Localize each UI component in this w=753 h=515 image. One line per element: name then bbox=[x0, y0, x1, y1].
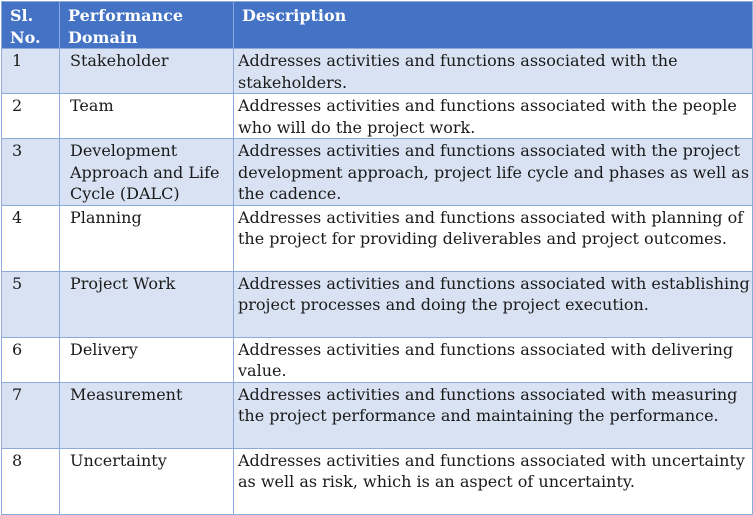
table-row bbox=[2, 382, 753, 448]
table-row bbox=[2, 139, 753, 206]
row-description: Addresses activities and functions associated with uncertainty as well as risk, which is an aspect of uncertainty. bbox=[234, 448, 753, 514]
row-number: 2 bbox=[2, 94, 60, 139]
row-description: Addresses activities and functions associated with the stakeholders. bbox=[234, 49, 753, 94]
row-number: 8 bbox=[2, 448, 60, 514]
row-description: Addresses activities and functions associated with measuring the project performance and maintaining the performance. bbox=[234, 382, 753, 448]
table-row bbox=[2, 94, 753, 139]
row-description: Addresses activities and functions associated with establishing project processes and doing the project execution. bbox=[234, 271, 753, 337]
table-row bbox=[2, 271, 753, 337]
table-row bbox=[2, 49, 753, 94]
table-header-row bbox=[2, 2, 753, 49]
row-description: Addresses activities and functions associated with planning of the project for providing deliverables and project outcomes. bbox=[234, 205, 753, 271]
row-domain: Development Approach and Life Cycle (DALC) bbox=[60, 139, 234, 206]
row-number: 3 bbox=[2, 139, 60, 206]
row-domain: Uncertainty bbox=[60, 448, 234, 514]
row-description: Addresses activities and functions associated with the project development approach, project life cycle and phases as well as the cadence. bbox=[234, 139, 753, 206]
row-number: 5 bbox=[2, 271, 60, 337]
header-description: Description bbox=[234, 2, 753, 49]
header-sl-no: Sl. No. bbox=[2, 2, 60, 49]
row-domain: Planning bbox=[60, 205, 234, 271]
performance-domains-table bbox=[1, 1, 753, 515]
table-row bbox=[2, 337, 753, 382]
row-description: Addresses activities and functions associated with the people who will do the project work. bbox=[234, 94, 753, 139]
row-number: 1 bbox=[2, 49, 60, 94]
row-number: 6 bbox=[2, 337, 60, 382]
row-number: 4 bbox=[2, 205, 60, 271]
row-number: 7 bbox=[2, 382, 60, 448]
row-domain: Project Work bbox=[60, 271, 234, 337]
row-domain: Measurement bbox=[60, 382, 234, 448]
row-domain: Stakeholder bbox=[60, 49, 234, 94]
header-performance-domain: Performance Domain bbox=[60, 2, 234, 49]
table-row bbox=[2, 448, 753, 514]
row-domain: Delivery bbox=[60, 337, 234, 382]
row-description: Addresses activities and functions associated with delivering value. bbox=[234, 337, 753, 382]
row-domain: Team bbox=[60, 94, 234, 139]
table-row bbox=[2, 205, 753, 271]
